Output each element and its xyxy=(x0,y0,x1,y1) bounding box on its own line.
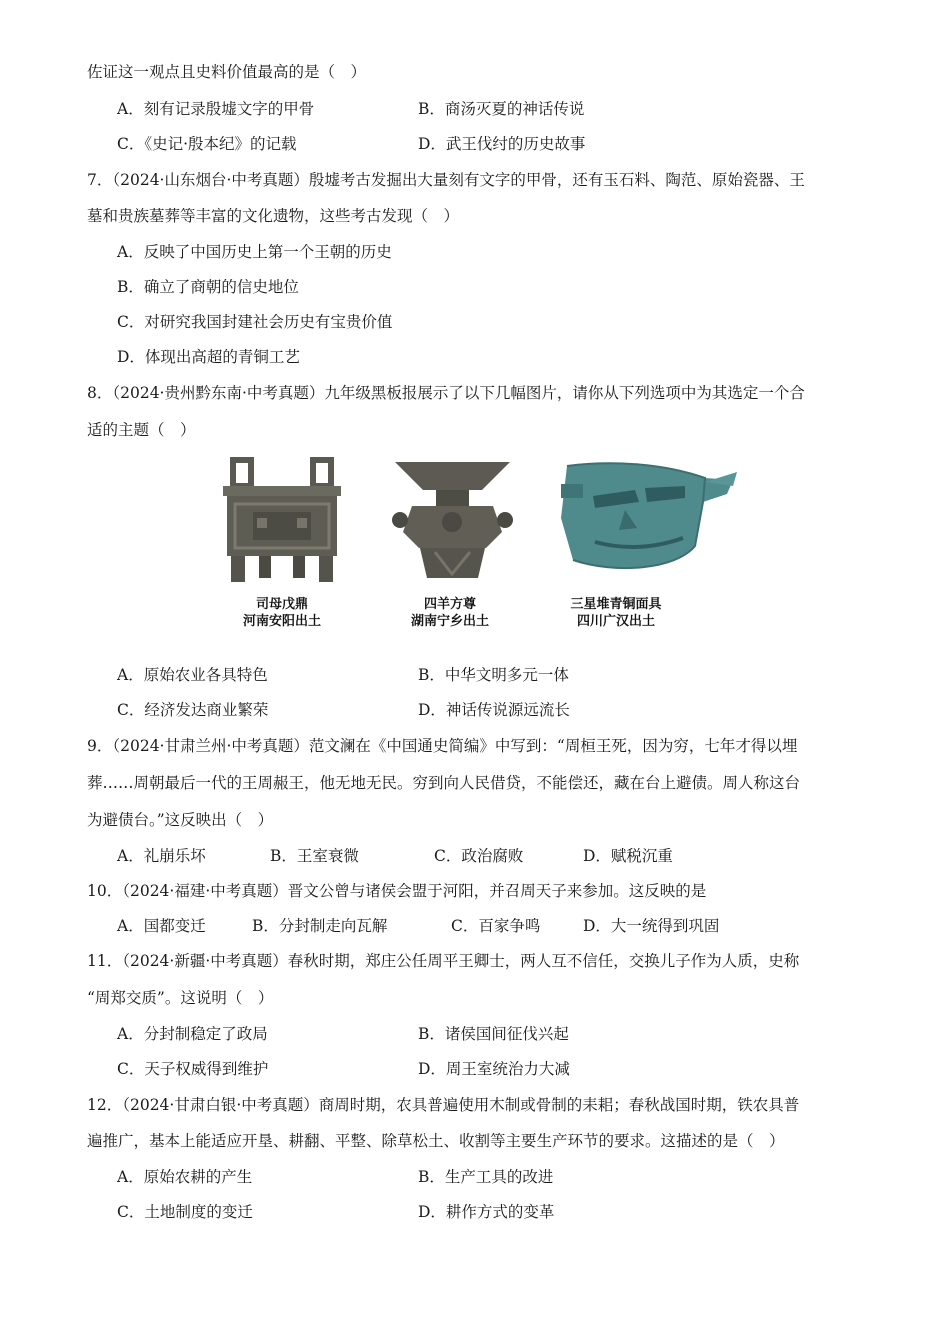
q10-option-d[interactable]: D．大一统得到巩固 xyxy=(583,917,720,935)
caption-mask-name: 三星堆青铜面具 xyxy=(570,597,662,612)
q7-stem-line-2: 墓和贵族墓葬等丰富的文化遗物，这些考古发现（ ） xyxy=(87,207,460,225)
q11-stem-line-1: 11．（2024·新疆·中考真题）春秋时期，郑庄公任周平王卿士，两人互不信任，交换儿子作为人质，史称 xyxy=(87,952,800,970)
q12-option-a[interactable]: A．原始农耕的产生 xyxy=(117,1168,253,1186)
q11-option-c[interactable]: C．天子权威得到维护 xyxy=(117,1060,269,1078)
caption-ding-origin: 河南安阳出土 xyxy=(242,614,321,629)
caption-mask-origin: 四川广汉出土 xyxy=(576,614,655,629)
q11-option-b[interactable]: B．诸侯国间征伐兴起 xyxy=(418,1025,569,1043)
q8-image-figure xyxy=(205,452,745,637)
q8-option-a[interactable]: A．原始农业各具特色 xyxy=(117,666,268,684)
q10-stem: 10．（2024·福建·中考真题）晋文公曾与诸侯会盟于河阳，并召周天子来参加。这反映的是 xyxy=(87,882,707,900)
ding-cauldron-icon xyxy=(217,456,347,586)
q6-option-c[interactable]: C．《史记·殷本纪》的记载 xyxy=(117,135,297,153)
q6-option-b[interactable]: B．商汤灭夏的神话传说 xyxy=(418,100,585,118)
q7-stem-line-1: 7．（2024·山东烟台·中考真题）殷墟考古发掘出大量刻有文字的甲骨，还有玉石料、陶范、原始瓷器、王 xyxy=(87,171,805,189)
q9-option-a[interactable]: A．礼崩乐坏 xyxy=(117,847,206,865)
caption-zun-name: 四羊方尊 xyxy=(423,597,476,612)
q8-stem-line-2: 适的主题（ ） xyxy=(87,421,196,439)
q10-option-a[interactable]: A．国都变迁 xyxy=(117,917,206,935)
q9-stem-line-1: 9．（2024·甘肃兰州·中考真题）范文澜在《中国通史简编》中写到：“周桓王死，因为穷，七年才得以埋 xyxy=(87,737,798,755)
q11-option-a[interactable]: A．分封制稳定了政局 xyxy=(117,1025,268,1043)
q12-option-c[interactable]: C．土地制度的变迁 xyxy=(117,1203,253,1221)
q8-option-b[interactable]: B．中华文明多元一体 xyxy=(418,666,569,684)
caption-zun-origin: 湖南宁乡出土 xyxy=(410,614,489,629)
q6-option-d[interactable]: D．武王伐纣的历史故事 xyxy=(418,135,586,153)
q9-option-d[interactable]: D．赋税沉重 xyxy=(583,847,673,865)
q12-stem-line-2: 遍推广，基本上能适应开垦、耕翻、平整、除草松土、收割等主要生产环节的要求。这描述的是（ ） xyxy=(87,1132,785,1150)
q8-option-c[interactable]: C．经济发达商业繁荣 xyxy=(117,701,269,719)
q12-stem-line-1: 12．（2024·甘肃白银·中考真题）商周时期，农具普遍使用木制或骨制的耒耜；春秋战国时期，铁农具普 xyxy=(87,1096,800,1114)
q8-option-d[interactable]: D．神话传说源远流长 xyxy=(418,701,570,719)
q6-stem: 佐证这一观点且史料价值最高的是（ ） xyxy=(87,63,367,81)
q10-option-b[interactable]: B．分封制走向瓦解 xyxy=(252,917,388,935)
q9-stem-line-2: 葬……周朝最后一代的王周赧王，他无地无民。穷到向人民借贷，不能偿还，藏在台上避债。周人称这台 xyxy=(87,774,801,792)
q9-stem-line-3: 为避债台。”这反映出（ ） xyxy=(87,811,274,829)
q7-option-a[interactable]: A．反映了中国历史上第一个王朝的历史 xyxy=(117,243,392,261)
square-zun-vessel-icon xyxy=(390,456,515,581)
q12-option-d[interactable]: D．耕作方式的变革 xyxy=(418,1203,555,1221)
q6-option-a[interactable]: A．刻有记录殷墟文字的甲骨 xyxy=(117,100,315,118)
caption-ding-name: 司母戊鼎 xyxy=(255,597,308,612)
q11-option-d[interactable]: D．周王室统治力大减 xyxy=(418,1060,570,1078)
q9-option-c[interactable]: C．政治腐败 xyxy=(434,847,524,865)
q12-option-b[interactable]: B．生产工具的改进 xyxy=(418,1168,554,1186)
q7-option-b[interactable]: B．确立了商朝的信史地位 xyxy=(117,278,299,296)
q7-option-c[interactable]: C．对研究我国封建社会历史有宝贵价值 xyxy=(117,313,393,331)
q10-option-c[interactable]: C．百家争鸣 xyxy=(451,917,541,935)
q7-option-d[interactable]: D．体现出高超的青铜工艺 xyxy=(117,348,300,366)
q8-stem-line-1: 8．（2024·贵州黔东南·中考真题）九年级黑板报展示了以下几幅图片，请你从下列选项中为其选定一个合 xyxy=(87,384,805,402)
q9-option-b[interactable]: B．王室衰微 xyxy=(270,847,359,865)
bronze-mask-icon xyxy=(555,458,740,578)
q11-stem-line-2: “周郑交质”。这说明（ ） xyxy=(87,989,274,1007)
